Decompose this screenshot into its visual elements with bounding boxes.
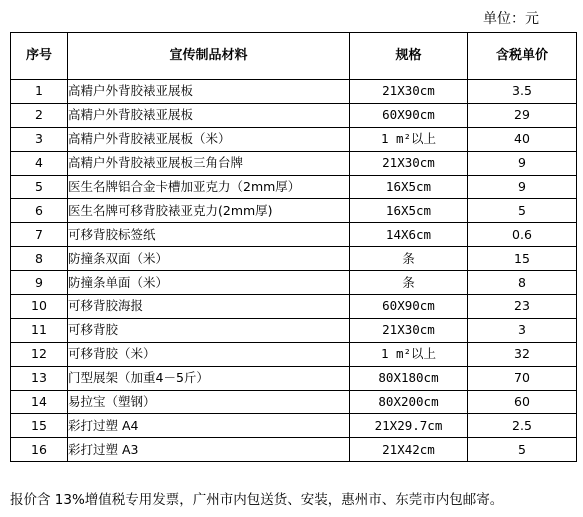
table-row bbox=[11, 318, 577, 342]
table-row bbox=[11, 271, 577, 295]
row-price: 3.5 bbox=[468, 80, 577, 104]
table-row bbox=[11, 199, 577, 223]
row-number: 8 bbox=[11, 247, 68, 271]
row-price: 29 bbox=[468, 103, 577, 127]
row-spec: 21X30cm bbox=[350, 151, 468, 175]
header-spec: 规格 bbox=[350, 33, 468, 80]
row-spec: 条 bbox=[350, 247, 468, 271]
row-spec: 80X180cm bbox=[350, 366, 468, 390]
price-table bbox=[10, 32, 577, 462]
row-spec: 16X5cm bbox=[350, 199, 468, 223]
table-row bbox=[11, 223, 577, 247]
table-row bbox=[11, 414, 577, 438]
row-number: 7 bbox=[11, 223, 68, 247]
table-row bbox=[11, 151, 577, 175]
header-name: 宣传制品材料 bbox=[68, 33, 350, 80]
row-spec: 条 bbox=[350, 271, 468, 295]
row-price: 40 bbox=[468, 127, 577, 151]
row-number: 3 bbox=[11, 127, 68, 151]
row-price: 9 bbox=[468, 175, 577, 199]
row-price: 9 bbox=[468, 151, 577, 175]
table-row bbox=[11, 247, 577, 271]
row-material: 高精户外背胶裱亚展板 bbox=[68, 103, 350, 127]
row-number: 5 bbox=[11, 175, 68, 199]
row-spec: 60X90cm bbox=[350, 295, 468, 319]
row-spec: 60X90cm bbox=[350, 103, 468, 127]
row-price: 23 bbox=[468, 295, 577, 319]
row-material: 医生名牌可移背胶裱亚克力(2mm厚) bbox=[68, 199, 350, 223]
table-row bbox=[11, 103, 577, 127]
row-spec: 14X6cm bbox=[350, 223, 468, 247]
row-spec: 1 m²以上 bbox=[350, 342, 468, 366]
row-material: 高精户外背胶裱亚展板三角台牌 bbox=[68, 151, 350, 175]
row-price: 32 bbox=[468, 342, 577, 366]
row-number: 4 bbox=[11, 151, 68, 175]
table-row bbox=[11, 390, 577, 414]
row-price: 70 bbox=[468, 366, 577, 390]
row-material: 可移背胶（米） bbox=[68, 342, 350, 366]
table-row bbox=[11, 295, 577, 319]
table-body bbox=[11, 80, 577, 462]
row-number: 10 bbox=[11, 295, 68, 319]
table-row bbox=[11, 342, 577, 366]
row-number: 13 bbox=[11, 366, 68, 390]
row-material: 防撞条双面（米） bbox=[68, 247, 350, 271]
row-number: 14 bbox=[11, 390, 68, 414]
row-material: 易拉宝（塑钢） bbox=[68, 390, 350, 414]
row-price: 2.5 bbox=[468, 414, 577, 438]
row-spec: 80X200cm bbox=[350, 390, 468, 414]
row-number: 6 bbox=[11, 199, 68, 223]
row-spec: 21X42cm bbox=[350, 438, 468, 462]
row-number: 2 bbox=[11, 103, 68, 127]
row-material: 医生名牌铝合金卡槽加亚克力（2mm厚） bbox=[68, 175, 350, 199]
row-material: 可移背胶 bbox=[68, 318, 350, 342]
row-material: 防撞条单面（米） bbox=[68, 271, 350, 295]
table-row bbox=[11, 438, 577, 462]
row-number: 11 bbox=[11, 318, 68, 342]
row-number: 16 bbox=[11, 438, 68, 462]
table-header-row bbox=[11, 33, 577, 80]
row-price: 3 bbox=[468, 318, 577, 342]
table-row bbox=[11, 127, 577, 151]
row-material: 高精户外背胶裱亚展板（米） bbox=[68, 127, 350, 151]
row-material: 彩打过塑 A3 bbox=[68, 438, 350, 462]
row-price: 5 bbox=[468, 199, 577, 223]
row-material: 门型展架（加重4－5斤） bbox=[68, 366, 350, 390]
row-spec: 21X29.7cm bbox=[350, 414, 468, 438]
row-price: 60 bbox=[468, 390, 577, 414]
row-number: 15 bbox=[11, 414, 68, 438]
row-spec: 21X30cm bbox=[350, 318, 468, 342]
footer-note: 报价含 13%增值税专用发票，广州市内包送货、安装，惠州市、东莞市内包邮寄。 bbox=[10, 492, 504, 508]
table-row bbox=[11, 80, 577, 104]
row-material: 可移背胶海报 bbox=[68, 295, 350, 319]
row-price: 15 bbox=[468, 247, 577, 271]
row-spec: 21X30cm bbox=[350, 80, 468, 104]
row-material: 可移背胶标签纸 bbox=[68, 223, 350, 247]
row-material: 高精户外背胶裱亚展板 bbox=[68, 80, 350, 104]
row-number: 12 bbox=[11, 342, 68, 366]
table-row bbox=[11, 175, 577, 199]
row-price: 8 bbox=[468, 271, 577, 295]
row-material: 彩打过塑 A4 bbox=[68, 414, 350, 438]
row-number: 1 bbox=[11, 80, 68, 104]
row-price: 5 bbox=[468, 438, 577, 462]
unit-label: 单位：元 bbox=[483, 11, 539, 27]
header-price: 含税单价 bbox=[468, 33, 577, 80]
row-number: 9 bbox=[11, 271, 68, 295]
table-row bbox=[11, 366, 577, 390]
row-spec: 1 m²以上 bbox=[350, 127, 468, 151]
row-price: 0.6 bbox=[468, 223, 577, 247]
row-spec: 16X5cm bbox=[350, 175, 468, 199]
header-no: 序号 bbox=[11, 33, 68, 80]
